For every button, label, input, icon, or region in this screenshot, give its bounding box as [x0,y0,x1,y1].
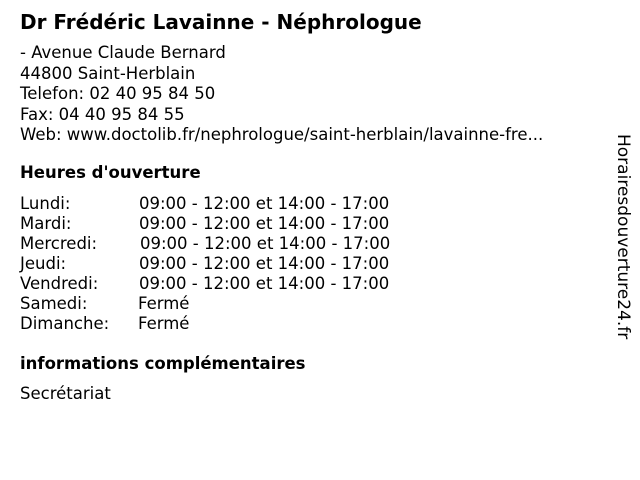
hours-value: 09:00 - 12:00 et 14:00 - 17:00 [139,274,390,293]
phone-number[interactable]: Telefon: 02 40 95 84 50 [20,84,216,103]
site-watermark: Horairesdouverture24.fr [613,134,633,340]
hours-value: 09:00 - 12:00 et 14:00 - 17:00 [139,194,390,213]
hours-row-friday [20,274,440,294]
opening-hours-heading: Heures d'ouverture [20,163,201,182]
hours-row-thursday [20,254,440,274]
website-link[interactable]: Web: www.doctolib.fr/nephrologue/saint-herblain/lavainne-fre... [20,125,544,144]
hours-value: 09:00 - 12:00 et 14:00 - 17:00 [139,214,390,233]
page-title: Dr Frédéric Lavainne - Néphrologue [20,10,422,34]
hours-value: 09:00 - 12:00 et 14:00 - 17:00 [140,234,391,253]
hours-value: 09:00 - 12:00 et 14:00 - 17:00 [139,254,390,273]
hours-row-monday [20,194,440,214]
address-street: - Avenue Claude Bernard [20,43,226,62]
hours-row-wednesday [20,234,440,254]
contact-details [20,43,543,146]
day-label: Mardi: [20,214,72,233]
hours-value: Fermé [138,314,190,333]
fax-number: Fax: 04 40 95 84 55 [20,104,185,124]
address-city: 44800 Saint-Herblain [20,63,196,83]
day-label: Dimanche: [20,314,110,333]
hours-row-sunday [20,314,440,334]
additional-info-heading: informations complémentaires [20,354,306,373]
hours-row-tuesday [20,214,440,234]
additional-info-text: Secrétariat [20,384,111,403]
hours-value: Fermé [138,294,190,313]
hours-row-saturday [20,294,440,314]
day-label: Vendredi: [20,274,99,293]
day-label: Mercredi: [20,234,98,253]
day-label: Samedi: [20,294,88,313]
day-label: Jeudi: [20,254,67,273]
opening-hours-table [20,194,440,334]
day-label: Lundi: [20,194,71,213]
